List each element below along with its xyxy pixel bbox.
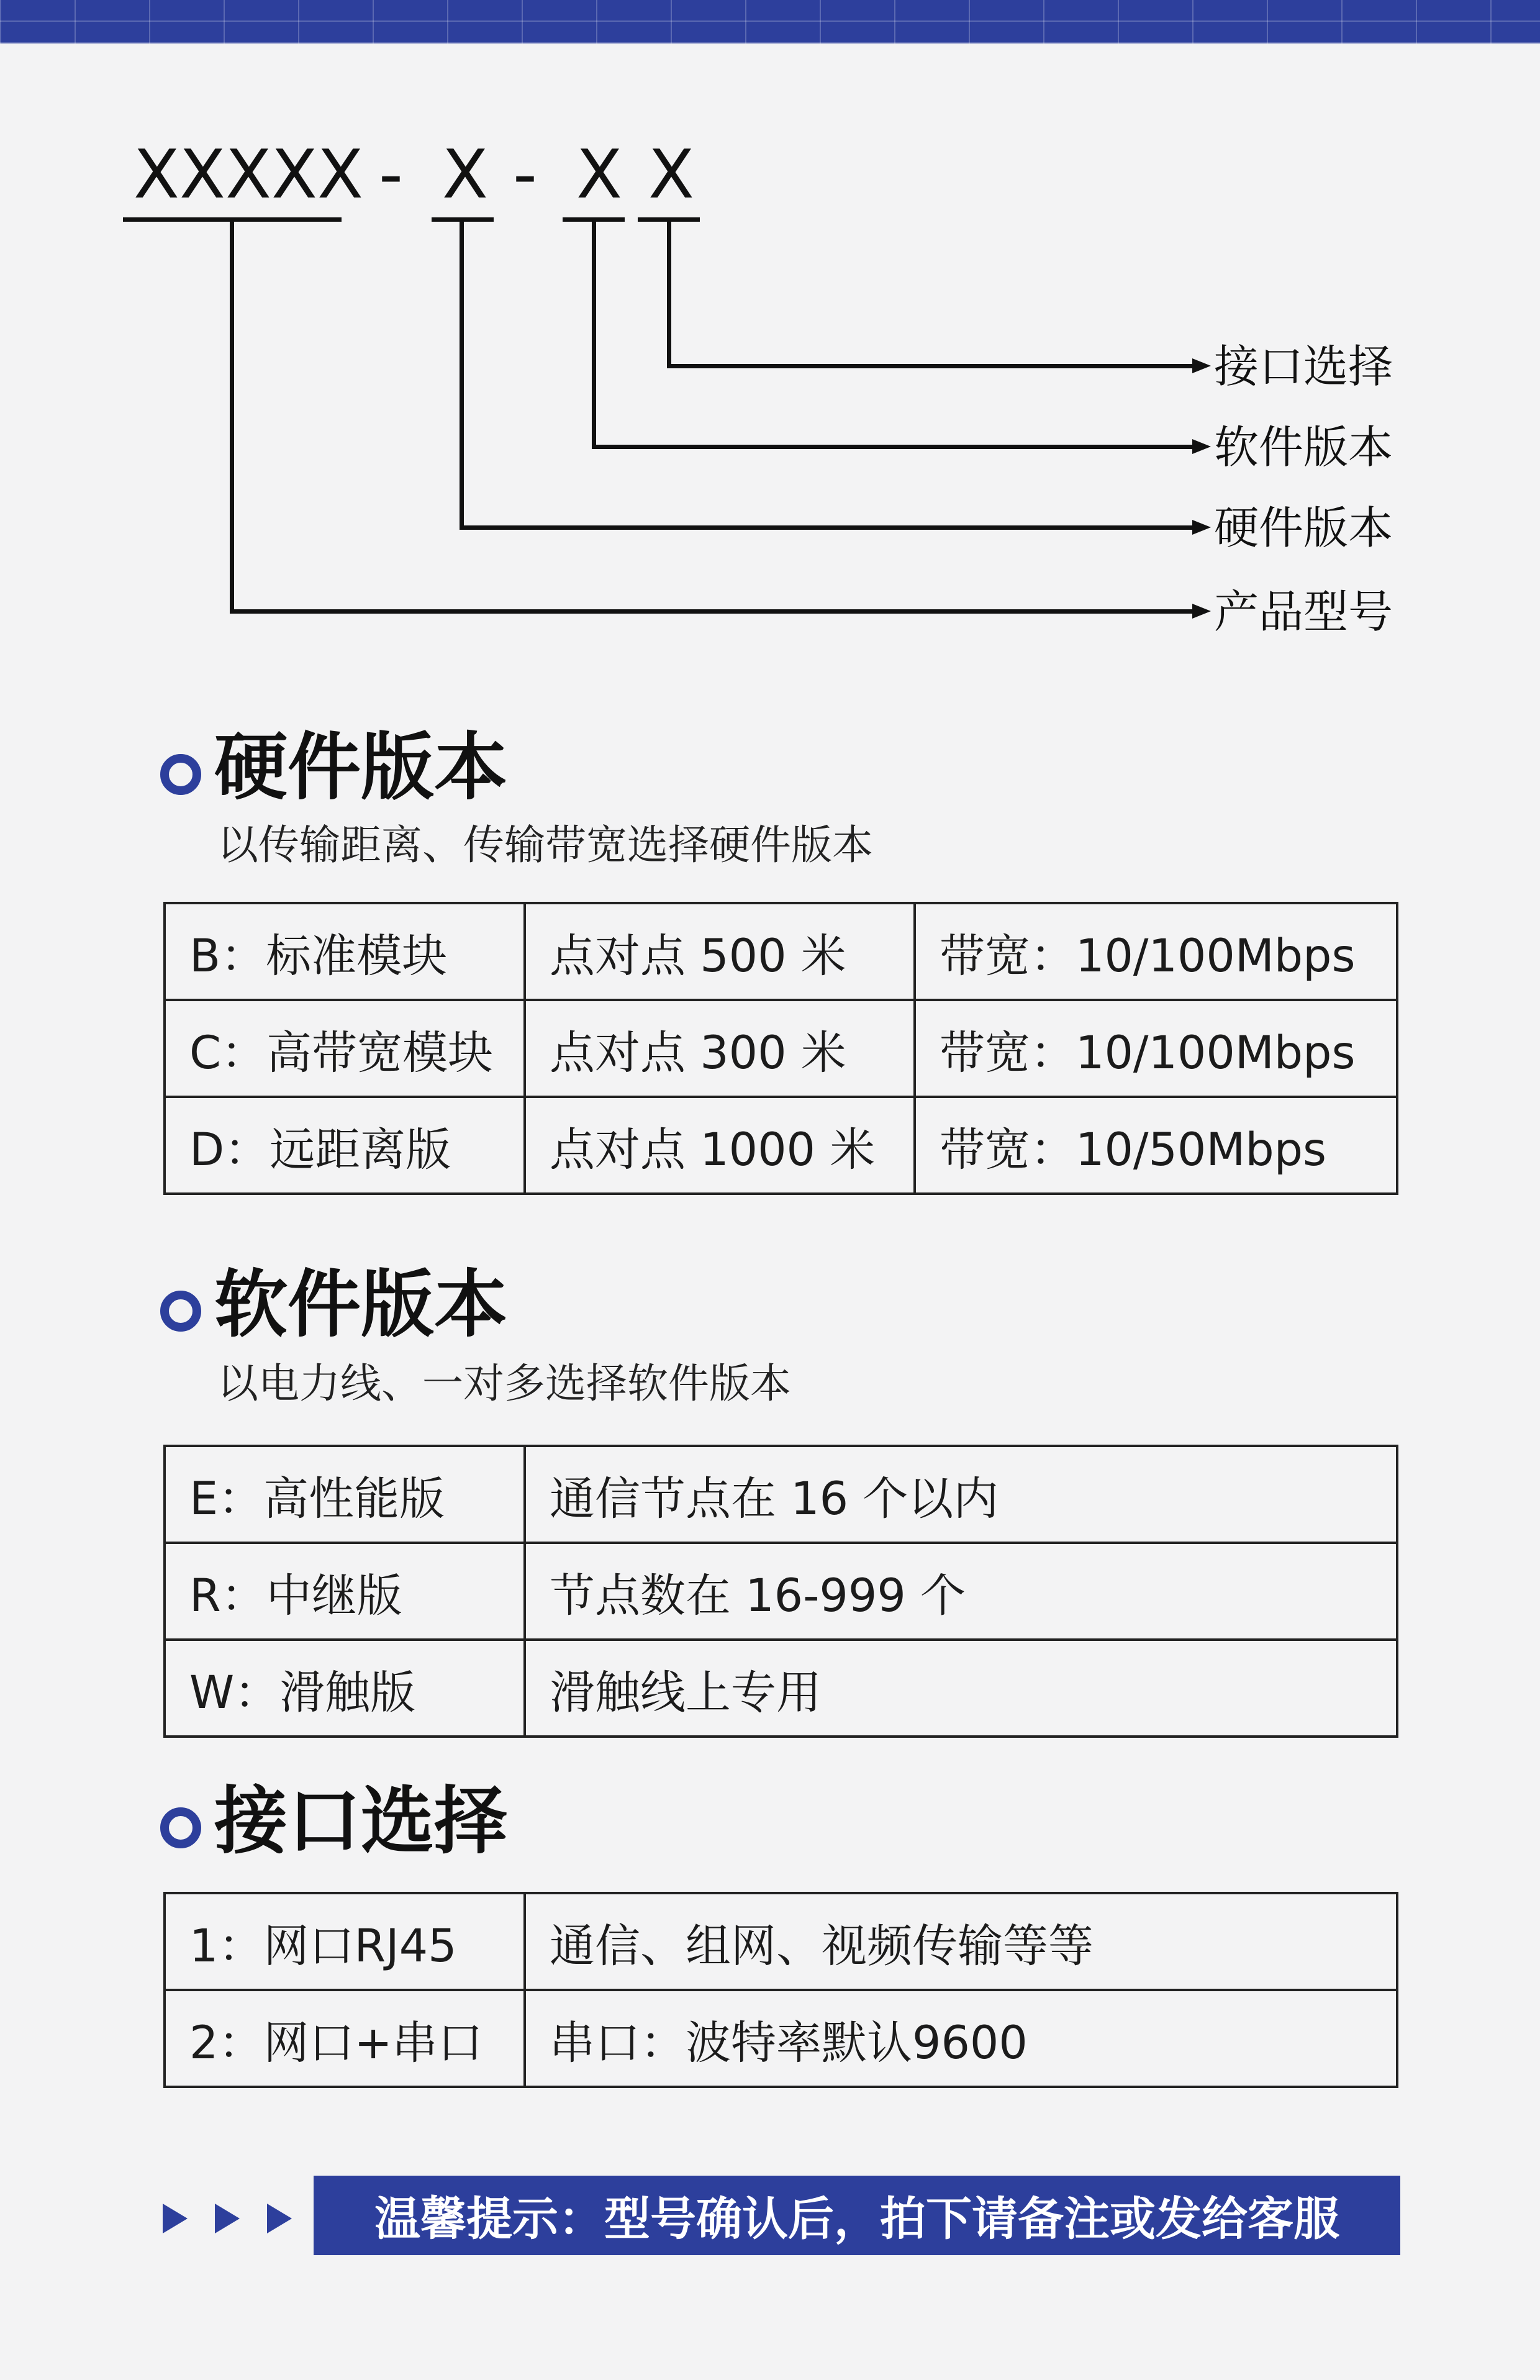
table-cell: 滑触线上专用 [525, 1640, 1397, 1737]
code-dash-2: - [513, 136, 537, 214]
software-section-title: 软件版本 [214, 1261, 508, 1347]
table-cell: 通信节点在 16 个以内 [525, 1446, 1397, 1543]
table-cell: 带宽：10/100Mbps [915, 903, 1397, 1000]
play-arrow-icon [163, 2204, 188, 2233]
code-product-segment: XXXXX [134, 136, 363, 214]
software-connector-horizontal [592, 445, 1195, 449]
table-row [165, 1097, 1397, 1194]
table-row [165, 1446, 1397, 1543]
play-arrow-icon [215, 2204, 240, 2233]
tip-banner [314, 2176, 1400, 2255]
software-arrow-icon [1192, 439, 1211, 454]
table-cell: 点对点 1000 米 [525, 1097, 915, 1194]
software-connector-vertical [592, 219, 596, 449]
code-hardware-segment: X [442, 136, 488, 214]
table-cell: D：远距离版 [165, 1097, 525, 1194]
play-arrow-icon [267, 2204, 292, 2233]
hardware-connector-vertical [460, 219, 464, 530]
interface-arrow-icon [1192, 358, 1211, 373]
hardware-section-title: 硬件版本 [214, 724, 508, 810]
table-cell: 1：网口RJ45 [165, 1893, 525, 1990]
table-row [165, 1990, 1397, 2087]
table-cell: 通信、组网、视频传输等等 [525, 1893, 1397, 1990]
table-row [165, 1893, 1397, 1990]
table-cell: 2：网口+串口 [165, 1990, 525, 2087]
top-decorative-band [0, 0, 1540, 43]
ring-bullet-icon [160, 1807, 201, 1848]
product-connector-horizontal [230, 609, 1195, 614]
table-row [165, 1640, 1397, 1737]
table-row [165, 1543, 1397, 1640]
table-cell: 节点数在 16-999 个 [525, 1543, 1397, 1640]
software-section-subtitle: 以电力线、一对多选择软件版本 [217, 1360, 791, 1407]
table-cell: 串口：波特率默认9600 [525, 1990, 1397, 2087]
table-row [165, 903, 1397, 1000]
table-row [165, 1000, 1397, 1097]
tip-text: 温馨提示：型号确认后，拍下请备注或发给客服 [374, 2192, 1339, 2246]
hardware-section-subtitle: 以传输距离、传输带宽选择硬件版本 [217, 821, 873, 869]
hardware-arrow-icon [1192, 520, 1211, 535]
hardware-connector-horizontal [460, 525, 1195, 530]
software-table [163, 1445, 1398, 1738]
code-software-segment: X [576, 136, 622, 214]
code-dash-1: - [379, 136, 403, 214]
product-arrow-icon [1192, 604, 1211, 619]
ring-bullet-icon [160, 1291, 201, 1332]
product-connector-vertical [230, 219, 234, 614]
table-cell: B：标准模块 [165, 903, 525, 1000]
table-cell: 点对点 300 米 [525, 1000, 915, 1097]
legend-interface-label: 接口选择 [1214, 340, 1393, 393]
legend-product-label: 产品型号 [1214, 586, 1393, 638]
table-cell: 带宽：10/50Mbps [915, 1097, 1397, 1194]
table-cell: R：中继版 [165, 1543, 525, 1640]
legend-hardware-label: 硬件版本 [1214, 502, 1393, 554]
code-interface-segment: X [648, 136, 694, 214]
table-cell: W：滑触版 [165, 1640, 525, 1737]
table-cell: 点对点 500 米 [525, 903, 915, 1000]
interface-table [163, 1892, 1398, 2088]
interface-section-title: 接口选择 [214, 1778, 508, 1864]
hardware-table [163, 902, 1398, 1195]
interface-connector-vertical [667, 219, 671, 368]
table-cell: 带宽：10/100Mbps [915, 1000, 1397, 1097]
table-cell: E：高性能版 [165, 1446, 525, 1543]
ring-bullet-icon [160, 754, 201, 795]
interface-connector-horizontal [667, 364, 1195, 368]
legend-software-label: 软件版本 [1214, 421, 1393, 473]
table-cell: C：高带宽模块 [165, 1000, 525, 1097]
